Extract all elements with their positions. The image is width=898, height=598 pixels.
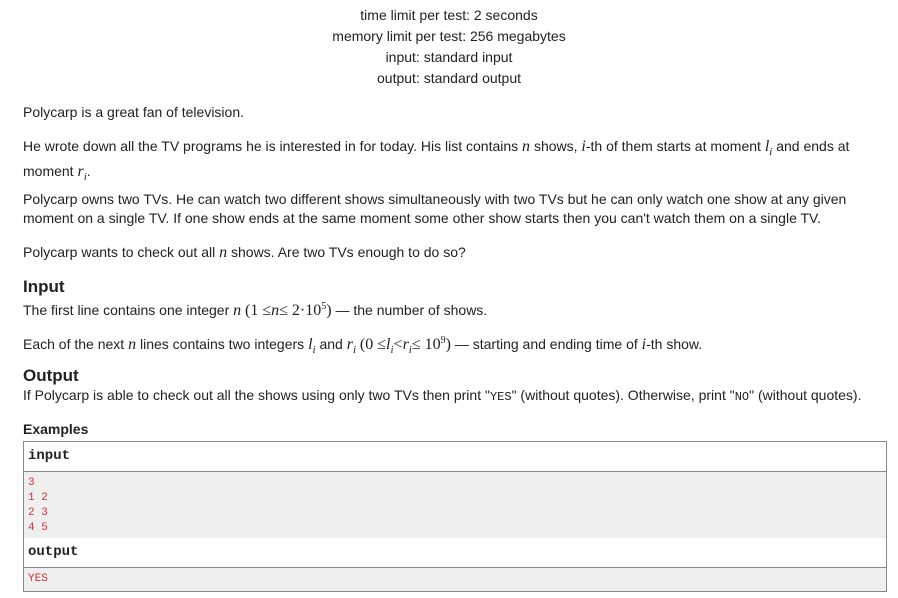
example-input-content[interactable]: [24, 472, 886, 540]
example-output-label: output: [24, 538, 886, 568]
example-output-content[interactable]: [24, 568, 886, 591]
example-output-box: [23, 538, 887, 592]
statement-paragraph-1: Polycarp is a great fan of television.: [23, 104, 245, 120]
statement-paragraph-3: Polycarp owns two TVs. He can watch two different shows simultaneously with two TVs but he can only watch one show at any given moment on a single TV. If one show ends at the same moment some other show starts then you can't watch them on a single TV.: [23, 191, 847, 226]
input-line-1: The first line contains one integer n $(1 \le n\le 2\cdot 10^5)$ — the number of shows.: [23, 301, 488, 319]
math-n: n: [219, 244, 228, 261]
output-spec: output: standard output: [377, 70, 521, 86]
output-line: If Polycarp is able to check out all the shows using only two TVs then print "YES" (without quotes). Otherwise, print "NO" (without quotes).: [23, 387, 862, 404]
statement-paragraph-4: Polycarp wants to check out all n shows. Are two TVs enough to do so?: [23, 244, 466, 261]
example-input-line: 1 2: [28, 492, 48, 504]
math-i: i: [581, 138, 586, 155]
math-r-i: $r_i$: [77, 163, 87, 183]
input-spec: input: standard input: [385, 49, 513, 65]
statement-paragraph-2: He wrote down all the TV programs he is interested in for today. His list contains n shows, i-th of them starts at moment $l_i$ and ends at moment $r_i$.: [23, 138, 850, 183]
time-limit: time limit per test: 2 seconds: [360, 7, 538, 23]
math-n: n: [522, 138, 531, 155]
example-output-line: YES: [28, 573, 48, 585]
example-input-box: [23, 441, 887, 541]
input-line-2: Each of the next n lines contains two integers $l_i$ and $r_i$ $(0 \le l_i<r_i\le 10^9)$ — starting and ending time of i-th show.: [23, 335, 703, 356]
example-input-line: 2 3: [28, 507, 48, 519]
example-input-line: 4 5: [28, 522, 48, 534]
memory-limit: memory limit per test: 256 megabytes: [332, 28, 566, 44]
input-section-title: Input: [23, 277, 65, 296]
yes-literal: YES: [489, 390, 512, 404]
math-l-i: $l_i$: [764, 138, 773, 158]
problem-header: [0, 0, 898, 89]
examples-title: Examples: [23, 421, 89, 437]
output-section-title: Output: [23, 366, 79, 385]
example-input-line: 3: [28, 477, 35, 489]
example-input-label: input: [24, 442, 886, 472]
no-literal: NO: [734, 390, 750, 404]
